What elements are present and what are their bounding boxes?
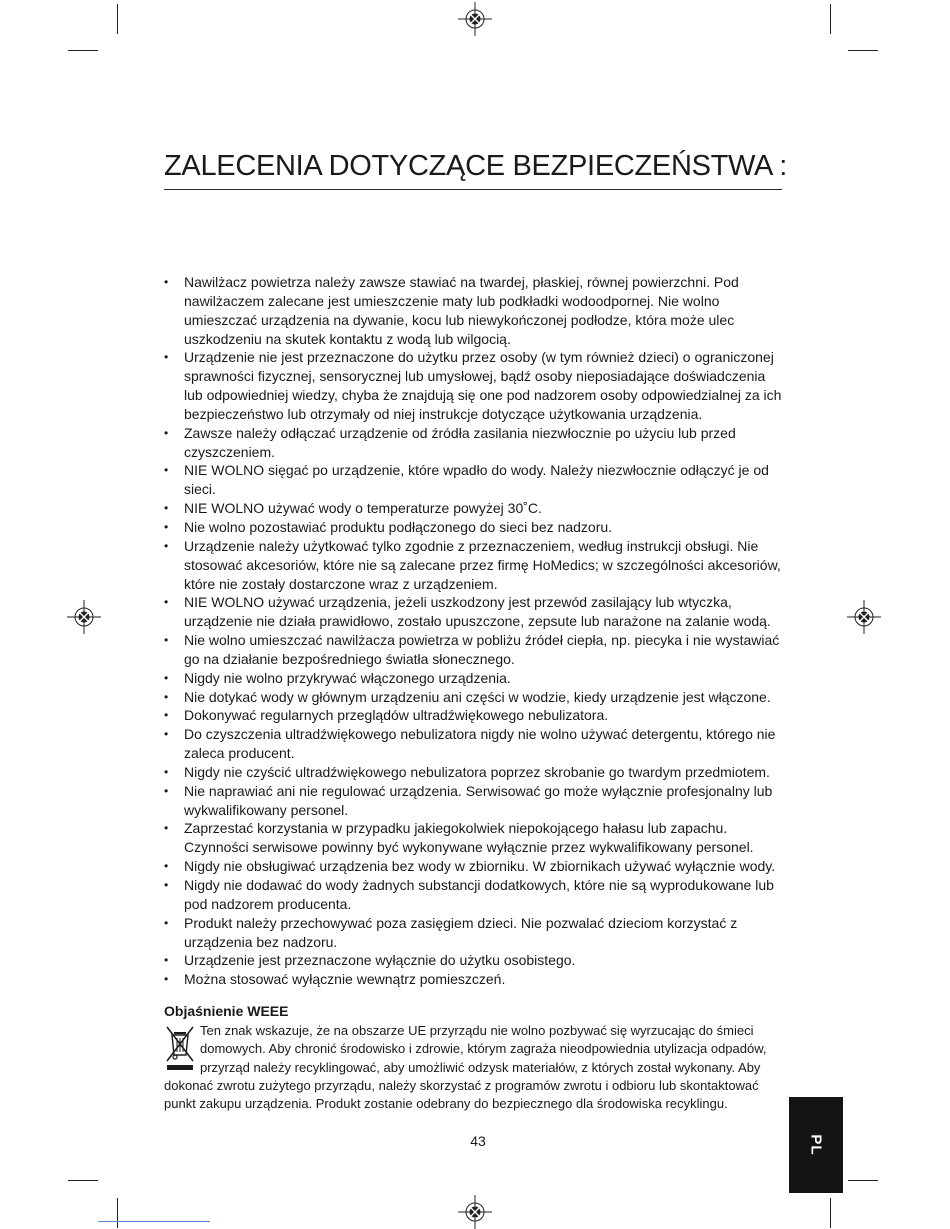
page-title: ZALECENIA DOTYCZĄCE BEZPIECZEŃSTWA : [164, 150, 782, 190]
list-item: • Nie naprawiać ani nie regulować urządzenia. Serwisować go może wyłącznie profesjonalny lub wykwalifikowany personel. [164, 782, 784, 820]
list-item: • Zaprzestać korzystania w przypadku jakiegokolwiek niepokojącego hałasu lub zapachu. Czynności serwisowe powinny być wykonywane wyłącznie przez wykwalifikowany personel. [164, 819, 784, 857]
registration-mark-icon [458, 2, 492, 36]
list-item: • NIE WOLNO używać urządzenia, jeżeli uszkodzony jest przewód zasilający lub wtyczka, urządzenie nie działa prawidłowo, zostało upuszczone, zepsute lub narażone na zalanie wodą. [164, 593, 784, 631]
safety-list [164, 273, 784, 989]
page-number: 43 [470, 1133, 486, 1149]
crop-mark [830, 1198, 831, 1228]
weee-text: Ten znak wskazuje, że na obszarze UE przyrządu nie wolno pozbywać się wyrzucając do śmieci domowych. Aby chronić środowisko i zdrowie, którym zagraża nieodpowiednia utylizacja odpadów, przyrząd należy recyklingować, aby umożliwić odzysk materiałów, z których został wykonany. Aby dokonać zwrotu zużytego przyrządu, należy skorzystać z programów zwrotu i odbioru lub skontaktować punkt zakupu urządzenia. Produkt zostanie odebrany do bezpiecznego dla środowiska recyklingu. [164, 1023, 767, 1112]
list-item: • Produkt należy przechowywać poza zasięgiem dzieci. Nie pozwalać dzieciom korzystać z urządzenia bez nadzoru. [164, 914, 784, 952]
registration-mark-icon [67, 600, 101, 634]
list-item: • Urządzenie należy użytkować tylko zgodnie z przeznaczeniem, według instrukcji obsługi. Nie stosować akcesoriów, które nie są zalecane przez firmę HoMedics; w szczególności akcesoriów, które nie zostały dostarczone wraz z urządzeniem. [164, 537, 784, 594]
crop-mark [830, 4, 831, 34]
language-tab [789, 1097, 843, 1193]
list-item: • Urządzenie jest przeznaczone wyłącznie do użytku osobistego. [164, 951, 784, 970]
registration-mark-icon [847, 600, 881, 634]
list-item: • Nigdy nie dodawać do wody żadnych substancji dodatkowych, które nie są wyprodukowane lub pod nadzorem producenta. [164, 876, 784, 914]
weee-description [164, 1022, 784, 1113]
list-item: • NIE WOLNO używać wody o temperaturze powyżej 30˚C. [164, 499, 784, 518]
list-item: • Urządzenie nie jest przeznaczone do użytku przez osoby (w tym również dzieci) o ograniczonej sprawności fizycznej, sensorycznej lub umysłowej, bądź osoby nieposiadające doświadczenia lub odpowiedniej wiedzy, chyba że znajdują się one pod nadzorem osoby odpowiedzialnej za ich bezpieczeństwo lub otrzymały od niej instrukcje dotyczące użytkowania urządzenia. [164, 348, 784, 423]
list-item: • Nawilżacz powietrza należy zawsze stawiać na twardej, płaskiej, równej powierzchni. Pod nawilżaczem zalecane jest umieszczenie maty lub podkładki wodoodpornej. Nie wolno umieszczać urządzenia na dywanie, kocu lub niewykończonej podłodze, która może ulec uszkodzeniu na skutek kontaktu z wodą lub wilgocią. [164, 273, 784, 348]
list-item: • Nigdy nie wolno przykrywać włączonego urządzenia. [164, 669, 784, 688]
crop-mark [117, 1198, 118, 1228]
crop-mark [848, 1180, 878, 1181]
list-item: • Do czyszczenia ultradźwiękowego nebulizatora nigdy nie wolno używać detergentu, którego nie zaleca producent. [164, 725, 784, 763]
accent-line [98, 1221, 210, 1222]
list-item: • Nigdy nie obsługiwać urządzenia bez wody w zbiorniku. W zbiornikach używać wyłącznie wody. [164, 857, 784, 876]
crop-mark [68, 1180, 98, 1181]
list-item: • Nie dotykać wody w głównym urządzeniu ani części w wodzie, kiedy urządzenie jest włączone. [164, 688, 784, 707]
list-item: • Zawsze należy odłączać urządzenie od źródła zasilania niezwłocznie po użyciu lub przed czyszczeniem. [164, 424, 784, 462]
registration-mark-icon [458, 1195, 492, 1229]
list-item: • Dokonywać regularnych przeglądów ultradźwiękowego nebulizatora. [164, 706, 784, 725]
list-item: • Można stosować wyłącznie wewnątrz pomieszczeń. [164, 970, 784, 989]
list-item: • Nie wolno umieszczać nawilżacza powietrza w pobliżu źródeł ciepła, np. piecyka i nie wystawiać go na działanie bezpośredniego światła słonecznego. [164, 631, 784, 669]
crop-mark [68, 50, 98, 51]
language-label: PL [807, 1134, 825, 1156]
list-item: • Nie wolno pozostawiać produktu podłączonego do sieci bez nadzoru. [164, 518, 784, 537]
crop-mark [117, 4, 118, 34]
list-item: • Nigdy nie czyścić ultradźwiękowego nebulizatora poprzez skrobanie go twardym przedmiotem. [164, 763, 784, 782]
crop-mark [848, 50, 878, 51]
list-item: • NIE WOLNO sięgać po urządzenie, które wpadło do wody. Należy niezwłocznie odłączyć je od sieci. [164, 461, 784, 499]
weee-heading: Objaśnienie WEEE [164, 1003, 289, 1019]
